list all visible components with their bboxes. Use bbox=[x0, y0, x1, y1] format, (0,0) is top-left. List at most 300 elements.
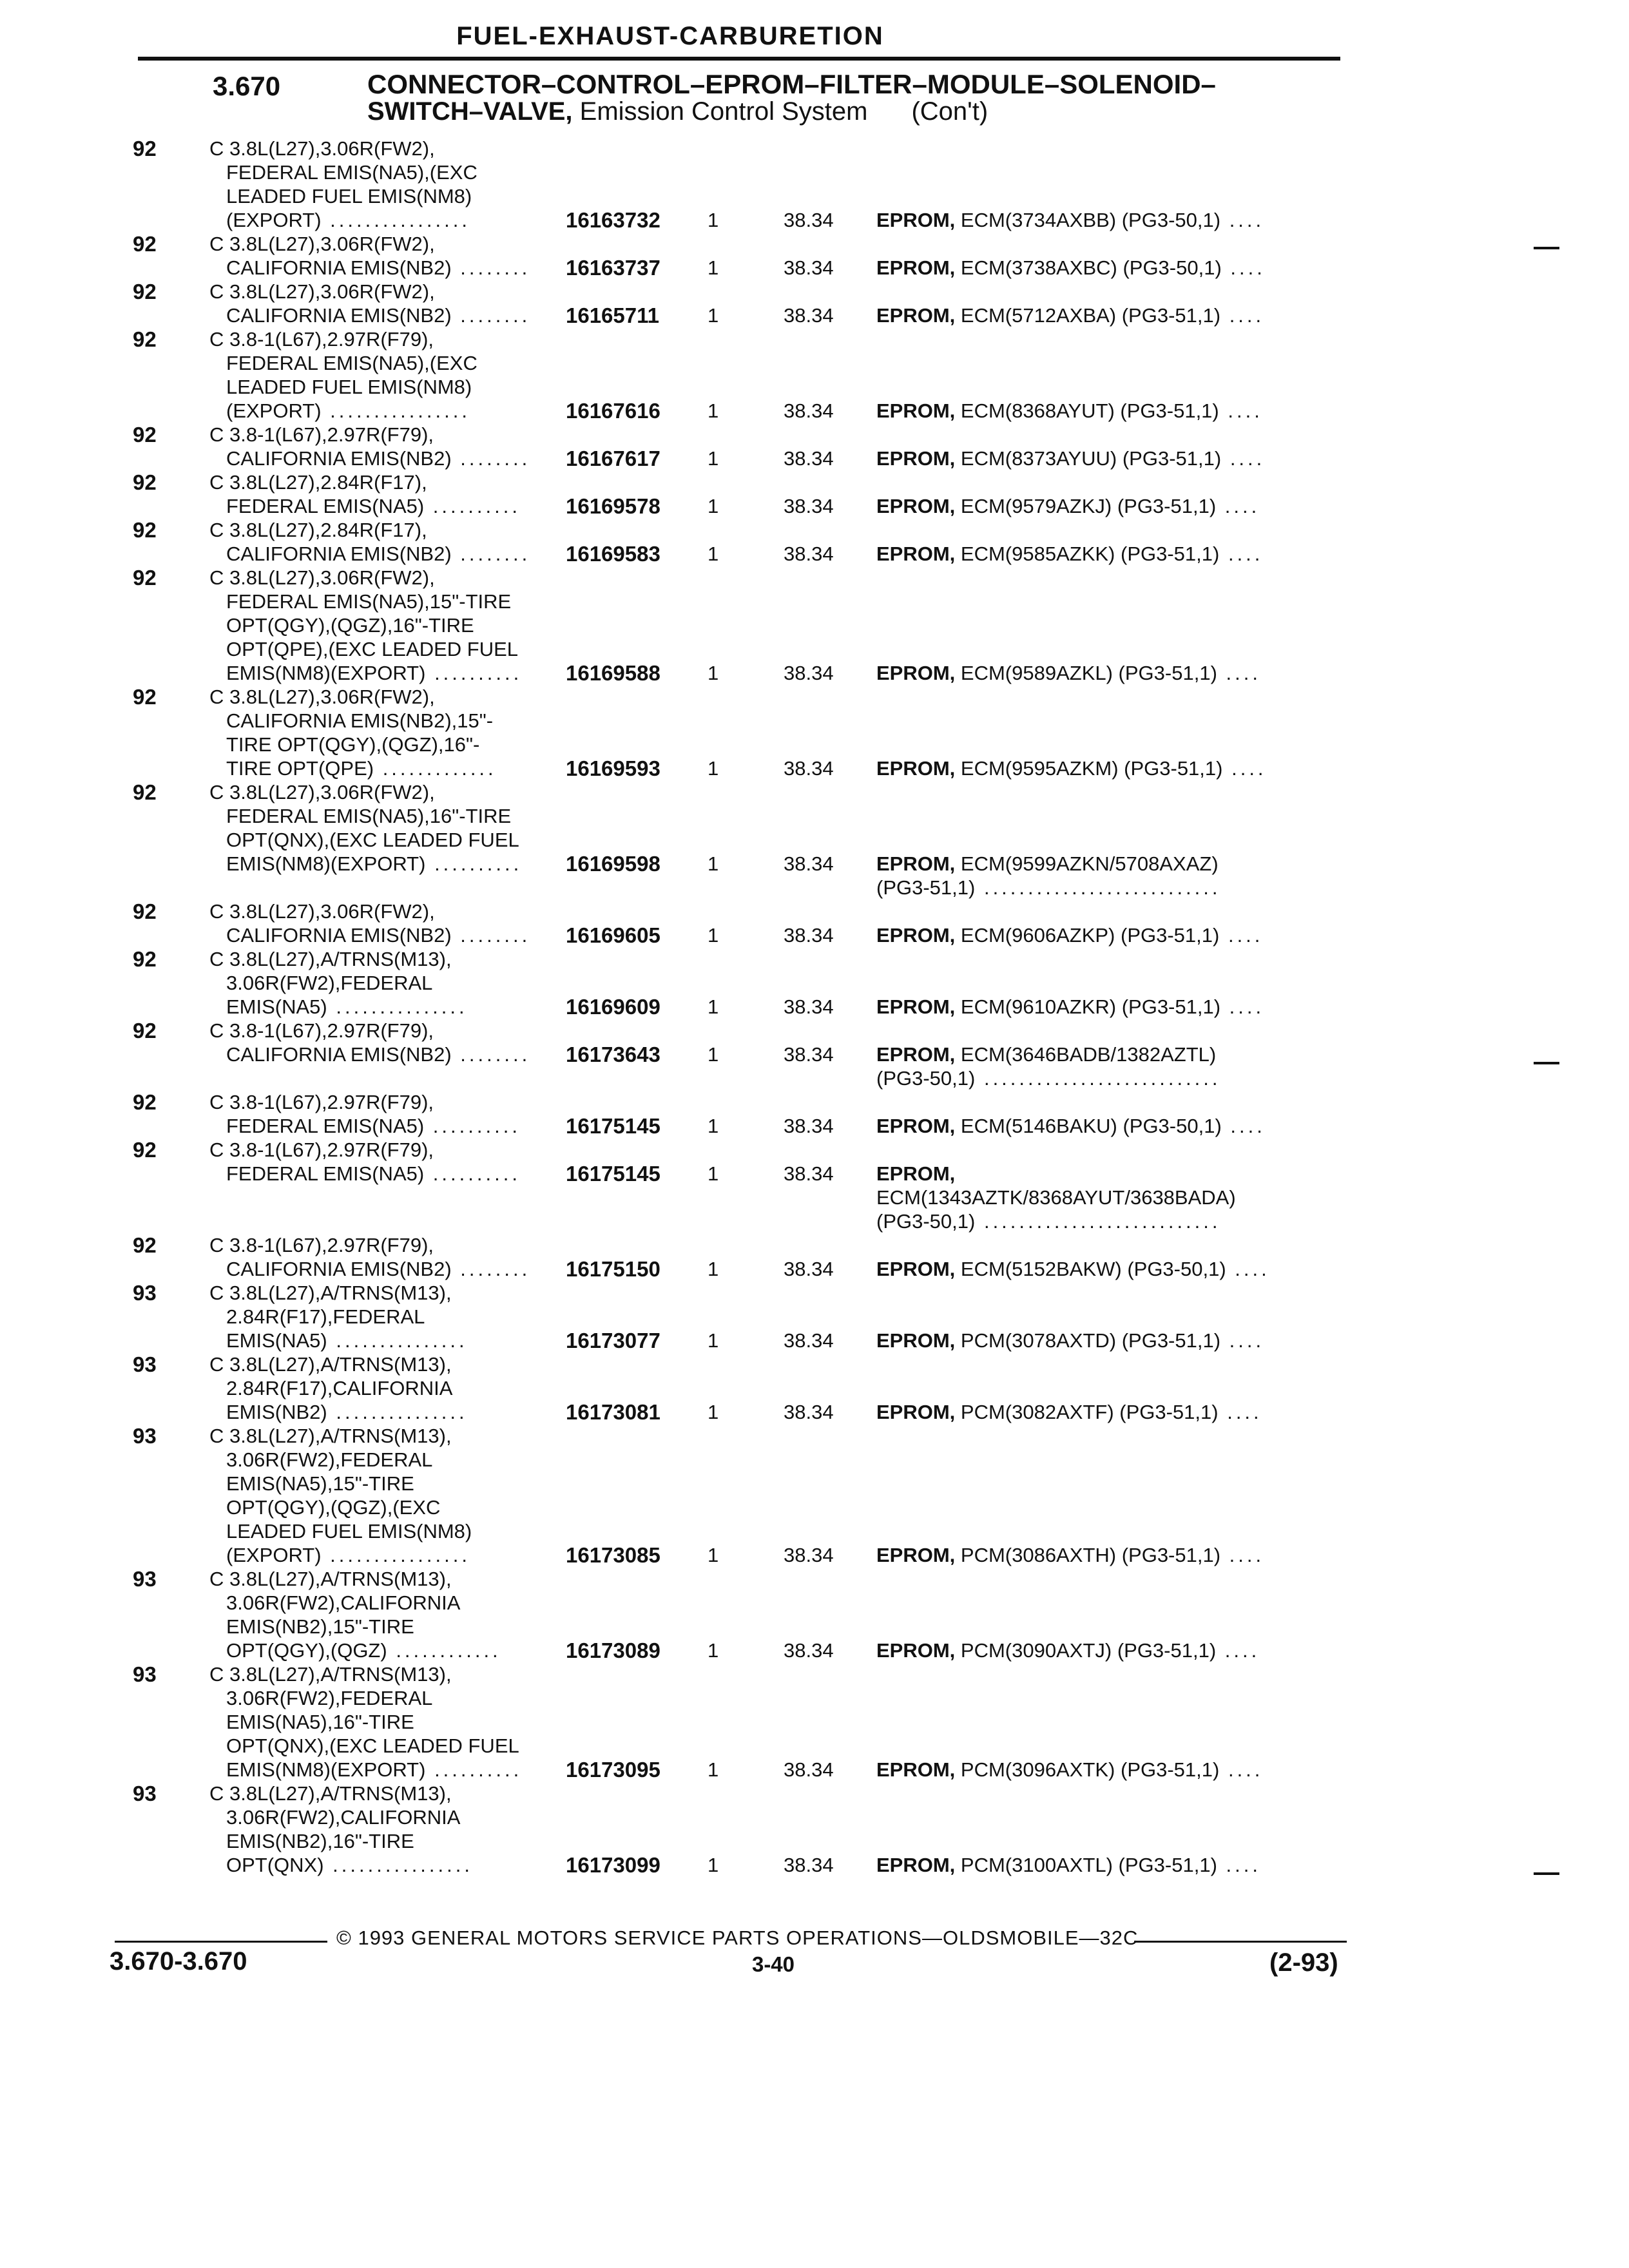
description-text: 3.06R(FW2),FEDERAL bbox=[226, 1687, 433, 1709]
part-number: 16167616 bbox=[566, 399, 660, 423]
description-line bbox=[209, 566, 522, 590]
description-text: 2.84R(F17),FEDERAL bbox=[226, 1305, 425, 1328]
description-text: 3.06R(FW2),FEDERAL bbox=[226, 1448, 433, 1471]
leader-dots: ........ bbox=[451, 256, 531, 279]
description-text: FEDERAL EMIS(NA5) bbox=[226, 495, 425, 517]
description-text: EMIS(NA5) bbox=[226, 995, 327, 1018]
group-number: 92 bbox=[133, 1138, 157, 1162]
quantity: 1 bbox=[708, 995, 719, 1018]
quantity: 1 bbox=[708, 1329, 719, 1352]
description-text: OPT(QNX) bbox=[226, 1854, 324, 1876]
part-name bbox=[876, 447, 1265, 470]
leader-dots: ............... bbox=[327, 1329, 468, 1352]
quantity: 1 bbox=[708, 495, 719, 517]
part-name-line bbox=[876, 303, 1264, 327]
part-number: 16173077 bbox=[566, 1329, 660, 1352]
description-text: C 3.8L(L27),3.06R(FW2), bbox=[209, 686, 435, 708]
part-name-detail: PCM(3078AXTD) (PG3-51,1) bbox=[960, 1329, 1221, 1352]
application-description bbox=[209, 1233, 530, 1281]
part-name-line bbox=[876, 756, 1267, 780]
part-name-keyword: EPROM, bbox=[876, 256, 956, 279]
part-name-keyword: EPROM, bbox=[876, 852, 956, 875]
description-text: CALIFORNIA EMIS(NB2) bbox=[226, 256, 452, 279]
description-line bbox=[209, 1138, 521, 1162]
part-name-line bbox=[876, 1400, 1262, 1424]
quantity: 1 bbox=[708, 1258, 719, 1280]
unit-price: 38.34 bbox=[784, 757, 834, 780]
part-name bbox=[876, 208, 1264, 232]
part-number: 16173085 bbox=[566, 1543, 660, 1567]
part-name-keyword: EPROM, bbox=[876, 447, 956, 470]
part-name-line bbox=[876, 542, 1263, 566]
description-line bbox=[209, 1686, 522, 1710]
part-name-keyword: EPROM, bbox=[876, 1258, 956, 1280]
description-text: LEADED FUEL EMIS(NM8) bbox=[226, 185, 472, 207]
group-number: 93 bbox=[133, 1424, 157, 1448]
description-line bbox=[209, 1615, 501, 1639]
unit-price: 38.34 bbox=[784, 1329, 834, 1352]
description-text: 3.06R(FW2),CALIFORNIA bbox=[226, 1591, 461, 1614]
unit-price: 38.34 bbox=[784, 924, 834, 947]
part-name-detail: (PG3-51,1) bbox=[876, 876, 976, 899]
application-description bbox=[209, 947, 468, 1019]
application-description bbox=[209, 1567, 501, 1662]
description-text: OPT(QNX),(EXC LEADED FUEL bbox=[226, 829, 519, 851]
description-line bbox=[209, 184, 477, 208]
part-number: 16163732 bbox=[566, 208, 660, 232]
description-text: EMIS(NM8)(EXPORT) bbox=[226, 662, 426, 684]
description-line bbox=[209, 1352, 468, 1376]
leader-dots: ............ bbox=[387, 1639, 501, 1662]
leader-dots: .... bbox=[1216, 495, 1260, 517]
description-line bbox=[209, 1710, 522, 1734]
description-text: EMIS(NM8)(EXPORT) bbox=[226, 852, 426, 875]
description-text: 2.84R(F17),CALIFORNIA bbox=[226, 1377, 453, 1399]
description-text: C 3.8L(L27),A/TRNS(M13), bbox=[209, 1353, 452, 1376]
application-description bbox=[209, 1281, 468, 1352]
part-name-line bbox=[876, 208, 1264, 232]
part-name-detail: ECM(3646BADB/1382AZTL) bbox=[960, 1043, 1217, 1066]
leader-dots: ........ bbox=[451, 304, 531, 327]
part-number: 16163737 bbox=[566, 256, 660, 280]
part-number: 16173089 bbox=[566, 1639, 660, 1662]
unit-price: 38.34 bbox=[784, 1758, 834, 1781]
quantity: 1 bbox=[708, 662, 719, 684]
part-name bbox=[876, 1043, 1221, 1090]
description-line bbox=[209, 1114, 521, 1138]
description-text: 3.06R(FW2),CALIFORNIA bbox=[226, 1806, 461, 1829]
description-text: C 3.8L(L27),2.84R(F17), bbox=[209, 471, 427, 494]
unit-price: 38.34 bbox=[784, 304, 834, 327]
description-line bbox=[209, 590, 522, 613]
group-number: 92 bbox=[133, 518, 157, 542]
part-number: 16173095 bbox=[566, 1758, 660, 1782]
quantity: 1 bbox=[708, 1544, 719, 1566]
part-name-detail: ECM(3734AXBB) (PG3-50,1) bbox=[960, 209, 1221, 231]
description-line bbox=[209, 1591, 501, 1615]
section-title-line1: CONNECTOR–CONTROL–EPROM–FILTER–MODULE–SOLENOID– bbox=[367, 69, 1216, 99]
page-header-title: FUEL-EXHAUST-CARBURETION bbox=[456, 22, 884, 50]
part-number: 16173099 bbox=[566, 1853, 660, 1877]
description-line bbox=[209, 756, 497, 780]
table-row bbox=[0, 566, 1629, 685]
leader-dots: ........................... bbox=[975, 1210, 1221, 1233]
description-line bbox=[209, 447, 530, 470]
leader-dots: .......... bbox=[425, 1758, 523, 1781]
description-text: C 3.8-1(L67),2.97R(F79), bbox=[209, 423, 434, 446]
leader-dots: .... bbox=[1221, 447, 1266, 470]
leader-dots: .... bbox=[1220, 304, 1265, 327]
description-text: FEDERAL EMIS(NA5),(EXC bbox=[226, 352, 477, 374]
part-name-detail: (PG3-50,1) bbox=[876, 1067, 976, 1090]
leader-dots: ........ bbox=[451, 1043, 531, 1066]
leader-dots: .......... bbox=[424, 495, 521, 517]
part-name bbox=[876, 995, 1264, 1019]
description-line bbox=[209, 1233, 530, 1257]
description-text: C 3.8-1(L67),2.97R(F79), bbox=[209, 328, 434, 351]
application-description bbox=[209, 423, 530, 470]
description-line bbox=[209, 1805, 473, 1829]
group-number: 92 bbox=[133, 780, 157, 804]
description-line bbox=[209, 1162, 521, 1186]
leader-dots: .... bbox=[1222, 757, 1267, 780]
part-name bbox=[876, 256, 1266, 280]
part-number: 16175150 bbox=[566, 1257, 660, 1281]
part-name-line bbox=[876, 1209, 1236, 1233]
quantity: 1 bbox=[708, 1162, 719, 1185]
description-text: CALIFORNIA EMIS(NB2) bbox=[226, 924, 452, 947]
part-name-detail: ECM(9606AZKP) (PG3-51,1) bbox=[960, 924, 1220, 947]
leader-dots: ............... bbox=[327, 995, 468, 1018]
group-number: 92 bbox=[133, 1233, 157, 1257]
description-line bbox=[209, 256, 530, 280]
part-name-line bbox=[876, 995, 1264, 1019]
description-line bbox=[209, 1305, 468, 1329]
description-line bbox=[209, 208, 477, 232]
application-description bbox=[209, 1424, 472, 1567]
part-name-keyword: EPROM, bbox=[876, 543, 956, 565]
part-number: 16169583 bbox=[566, 542, 660, 566]
unit-price: 38.34 bbox=[784, 1043, 834, 1066]
footer-page-number: 3-40 bbox=[751, 1952, 795, 1976]
part-name-keyword: EPROM, bbox=[876, 1043, 956, 1066]
part-name-keyword: EPROM, bbox=[876, 1115, 956, 1137]
description-text: EMIS(NB2),15"-TIRE bbox=[226, 1615, 414, 1638]
application-description bbox=[209, 1782, 473, 1877]
description-text: EMIS(NA5),16"-TIRE bbox=[226, 1711, 414, 1733]
description-line bbox=[209, 1424, 472, 1448]
description-line bbox=[209, 1662, 522, 1686]
application-description bbox=[209, 280, 530, 327]
table-row bbox=[0, 1567, 1629, 1662]
description-line bbox=[209, 709, 497, 733]
description-text: C 3.8-1(L67),2.97R(F79), bbox=[209, 1019, 434, 1042]
quantity: 1 bbox=[708, 1854, 719, 1876]
description-line bbox=[209, 1329, 468, 1352]
application-description bbox=[209, 1138, 521, 1186]
part-name-detail: (PG3-50,1) bbox=[876, 1210, 976, 1233]
part-name bbox=[876, 1400, 1262, 1424]
part-name-keyword: EPROM, bbox=[876, 209, 956, 231]
part-number: 16167617 bbox=[566, 447, 660, 470]
group-number: 92 bbox=[133, 899, 157, 923]
footer-copyright: © 1993 GENERAL MOTORS SERVICE PARTS OPERATIONS—OLDSMOBILE—32C bbox=[336, 1927, 1139, 1949]
description-line bbox=[209, 160, 477, 184]
description-text: EMIS(NB2) bbox=[226, 1401, 327, 1423]
table-row bbox=[0, 327, 1629, 423]
part-name-line bbox=[876, 494, 1260, 518]
part-name-keyword: EPROM, bbox=[876, 924, 956, 947]
part-name-detail: ECM(9599AZKN/5708AXAZ) bbox=[960, 852, 1219, 875]
description-text: C 3.8L(L27),A/TRNS(M13), bbox=[209, 948, 452, 970]
description-text: C 3.8L(L27),3.06R(FW2), bbox=[209, 280, 435, 303]
part-name-line bbox=[876, 1329, 1264, 1352]
description-text: OPT(QGY),(QGZ),(EXC bbox=[226, 1496, 441, 1519]
unit-price: 38.34 bbox=[784, 495, 834, 517]
leader-dots: ........ bbox=[451, 543, 531, 565]
description-text: C 3.8L(L27),2.84R(F17), bbox=[209, 519, 427, 541]
table-row bbox=[0, 470, 1629, 518]
part-name bbox=[876, 542, 1263, 566]
group-number: 92 bbox=[133, 280, 157, 303]
quantity: 1 bbox=[708, 852, 719, 875]
description-line bbox=[209, 351, 477, 375]
part-name-detail: ECM(3738AXBC) (PG3-50,1) bbox=[960, 256, 1222, 279]
unit-price: 38.34 bbox=[784, 399, 834, 422]
part-name bbox=[876, 1162, 1236, 1233]
description-line bbox=[209, 733, 497, 756]
part-name-keyword: EPROM, bbox=[876, 1544, 956, 1566]
description-line bbox=[209, 1543, 472, 1567]
part-name bbox=[876, 923, 1263, 947]
description-text: OPT(QNX),(EXC LEADED FUEL bbox=[226, 1735, 519, 1757]
description-line bbox=[209, 1019, 530, 1043]
part-name bbox=[876, 852, 1221, 899]
group-number: 92 bbox=[133, 566, 157, 590]
group-number: 92 bbox=[133, 137, 157, 160]
part-name bbox=[876, 1543, 1264, 1567]
unit-price: 38.34 bbox=[784, 1854, 834, 1876]
unit-price: 38.34 bbox=[784, 852, 834, 875]
part-number: 16175145 bbox=[566, 1114, 660, 1138]
leader-dots: ............... bbox=[327, 1401, 468, 1423]
description-text: OPT(QGY),(QGZ),16"-TIRE bbox=[226, 614, 474, 637]
description-line bbox=[209, 1639, 501, 1662]
unit-price: 38.34 bbox=[784, 1544, 834, 1566]
application-description bbox=[209, 518, 530, 566]
unit-price: 38.34 bbox=[784, 995, 834, 1018]
leader-dots: .......... bbox=[425, 662, 523, 684]
description-text: C 3.8-1(L67),2.97R(F79), bbox=[209, 1091, 434, 1113]
description-text: OPT(QGY),(QGZ) bbox=[226, 1639, 387, 1662]
application-description bbox=[209, 899, 530, 947]
table-row bbox=[0, 137, 1629, 232]
description-line bbox=[209, 518, 530, 542]
part-name-line bbox=[876, 923, 1263, 947]
table-row bbox=[0, 1019, 1629, 1090]
description-line bbox=[209, 661, 522, 685]
description-line bbox=[209, 1567, 501, 1591]
leader-dots: .... bbox=[1220, 1544, 1265, 1566]
leader-dots: .......... bbox=[424, 1115, 521, 1137]
part-number: 16169593 bbox=[566, 756, 660, 780]
description-line bbox=[209, 995, 468, 1019]
description-text: EMIS(NB2),16"-TIRE bbox=[226, 1830, 414, 1852]
part-name bbox=[876, 1639, 1260, 1662]
table-row bbox=[0, 232, 1629, 280]
margin-tick-mark bbox=[1534, 247, 1559, 249]
description-line bbox=[209, 1090, 521, 1114]
quantity: 1 bbox=[708, 1401, 719, 1423]
description-line bbox=[209, 804, 522, 828]
description-line bbox=[209, 375, 477, 399]
table-row bbox=[0, 280, 1629, 327]
part-name-keyword: EPROM, bbox=[876, 1329, 956, 1352]
quantity: 1 bbox=[708, 256, 719, 279]
description-text: (EXPORT) bbox=[226, 1544, 322, 1566]
leader-dots: .... bbox=[1216, 1639, 1260, 1662]
group-number: 92 bbox=[133, 327, 157, 351]
part-name-keyword: EPROM, bbox=[876, 1401, 956, 1423]
part-number: 16175145 bbox=[566, 1162, 660, 1186]
group-number: 92 bbox=[133, 947, 157, 971]
description-text: C 3.8L(L27),3.06R(FW2), bbox=[209, 233, 435, 255]
description-line bbox=[209, 232, 530, 256]
footer-rule-left bbox=[115, 1941, 327, 1943]
description-text: CALIFORNIA EMIS(NB2) bbox=[226, 304, 452, 327]
part-name-line bbox=[876, 1853, 1261, 1877]
leader-dots: ............. bbox=[374, 757, 497, 780]
description-line bbox=[209, 137, 477, 160]
leader-dots: ................ bbox=[321, 1544, 470, 1566]
margin-tick-mark bbox=[1534, 1872, 1559, 1875]
description-text: C 3.8L(L27),3.06R(FW2), bbox=[209, 900, 435, 923]
part-name bbox=[876, 1114, 1266, 1138]
part-name-detail: ECM(9585AZKK) (PG3-51,1) bbox=[960, 543, 1220, 565]
unit-price: 38.34 bbox=[784, 662, 834, 684]
unit-price: 38.34 bbox=[784, 1258, 834, 1280]
description-line bbox=[209, 923, 530, 947]
part-name-detail: PCM(3086AXTH) (PG3-51,1) bbox=[960, 1544, 1221, 1566]
description-line bbox=[209, 1376, 468, 1400]
part-name-line bbox=[876, 1043, 1221, 1066]
description-line bbox=[209, 399, 477, 423]
section-title bbox=[367, 71, 1216, 125]
part-number: 16169605 bbox=[566, 923, 660, 947]
part-name-detail: ECM(9579AZKJ) (PG3-51,1) bbox=[960, 495, 1217, 517]
description-line bbox=[209, 327, 477, 351]
quantity: 1 bbox=[708, 1758, 719, 1781]
description-text: C 3.8-1(L67),2.97R(F79), bbox=[209, 1139, 434, 1161]
part-name-line bbox=[876, 1162, 1236, 1186]
description-line bbox=[209, 852, 522, 876]
table-row bbox=[0, 899, 1629, 947]
quantity: 1 bbox=[708, 447, 719, 470]
leader-dots: .... bbox=[1219, 924, 1264, 947]
footer-date: (2-93) bbox=[1269, 1948, 1338, 1977]
group-number: 92 bbox=[133, 423, 157, 447]
description-text: (EXPORT) bbox=[226, 209, 322, 231]
part-number: 16169598 bbox=[566, 852, 660, 876]
part-name-keyword: EPROM, bbox=[876, 1162, 956, 1185]
group-number: 92 bbox=[133, 1090, 157, 1114]
part-name-detail: ECM(5152BAKW) (PG3-50,1) bbox=[960, 1258, 1226, 1280]
description-line bbox=[209, 542, 530, 566]
application-description bbox=[209, 566, 522, 685]
quantity: 1 bbox=[708, 543, 719, 565]
part-name-detail: ECM(8373AYUU) (PG3-51,1) bbox=[960, 447, 1222, 470]
part-name-line bbox=[876, 1257, 1270, 1281]
part-name-detail: PCM(3096AXTK) (PG3-51,1) bbox=[960, 1758, 1220, 1781]
description-text: LEADED FUEL EMIS(NM8) bbox=[226, 376, 472, 398]
section-continued-label: (Con't) bbox=[911, 97, 988, 126]
part-name-detail: ECM(1343AZTK/8368AYUT/3638BADA) bbox=[876, 1186, 1236, 1209]
part-name-keyword: EPROM, bbox=[876, 662, 956, 684]
leader-dots: .... bbox=[1219, 543, 1264, 565]
description-line bbox=[209, 470, 521, 494]
table-row bbox=[0, 518, 1629, 566]
unit-price: 38.34 bbox=[784, 1401, 834, 1423]
section-title-subject: Emission Control System bbox=[572, 97, 868, 126]
part-name-line bbox=[876, 1066, 1221, 1090]
part-number: 16169578 bbox=[566, 494, 660, 518]
description-line bbox=[209, 899, 530, 923]
part-name bbox=[876, 1853, 1261, 1877]
part-name-keyword: EPROM, bbox=[876, 1854, 956, 1876]
group-number: 92 bbox=[133, 232, 157, 256]
group-number: 93 bbox=[133, 1662, 157, 1686]
description-text: C 3.8L(L27),A/TRNS(M13), bbox=[209, 1568, 452, 1590]
quantity: 1 bbox=[708, 209, 719, 231]
description-line bbox=[209, 1782, 473, 1805]
description-text: CALIFORNIA EMIS(NB2),15"- bbox=[226, 709, 494, 732]
description-line bbox=[209, 423, 530, 447]
table-row bbox=[0, 1662, 1629, 1782]
table-row bbox=[0, 947, 1629, 1019]
table-row bbox=[0, 1138, 1629, 1233]
section-title-line2 bbox=[367, 98, 1216, 125]
table-row bbox=[0, 1424, 1629, 1567]
application-description bbox=[209, 1019, 530, 1066]
part-name-line bbox=[876, 447, 1265, 470]
unit-price: 38.34 bbox=[784, 209, 834, 231]
application-description bbox=[209, 685, 497, 780]
leader-dots: .......... bbox=[425, 852, 523, 875]
description-text: CALIFORNIA EMIS(NB2) bbox=[226, 447, 452, 470]
footer-rule-right bbox=[1134, 1941, 1347, 1943]
part-name-line bbox=[876, 1543, 1264, 1567]
group-number: 92 bbox=[133, 470, 157, 494]
description-line bbox=[209, 613, 522, 637]
quantity: 1 bbox=[708, 399, 719, 422]
part-name-keyword: EPROM, bbox=[876, 399, 956, 422]
leader-dots: ........................... bbox=[975, 876, 1221, 899]
part-name-line bbox=[876, 661, 1261, 685]
part-name-line bbox=[876, 1758, 1263, 1782]
description-text: FEDERAL EMIS(NA5) bbox=[226, 1162, 425, 1185]
table-row bbox=[0, 1233, 1629, 1281]
table-row bbox=[0, 1281, 1629, 1352]
description-line bbox=[209, 947, 468, 971]
description-line bbox=[209, 1400, 468, 1424]
margin-tick-mark bbox=[1534, 1062, 1559, 1064]
part-name-line bbox=[876, 852, 1221, 876]
part-name-detail: ECM(9589AZKL) (PG3-51,1) bbox=[960, 662, 1217, 684]
description-line bbox=[209, 494, 521, 518]
part-name-keyword: EPROM, bbox=[876, 1758, 956, 1781]
description-text: FEDERAL EMIS(NA5) bbox=[226, 1115, 425, 1137]
leader-dots: .... bbox=[1226, 1258, 1270, 1280]
